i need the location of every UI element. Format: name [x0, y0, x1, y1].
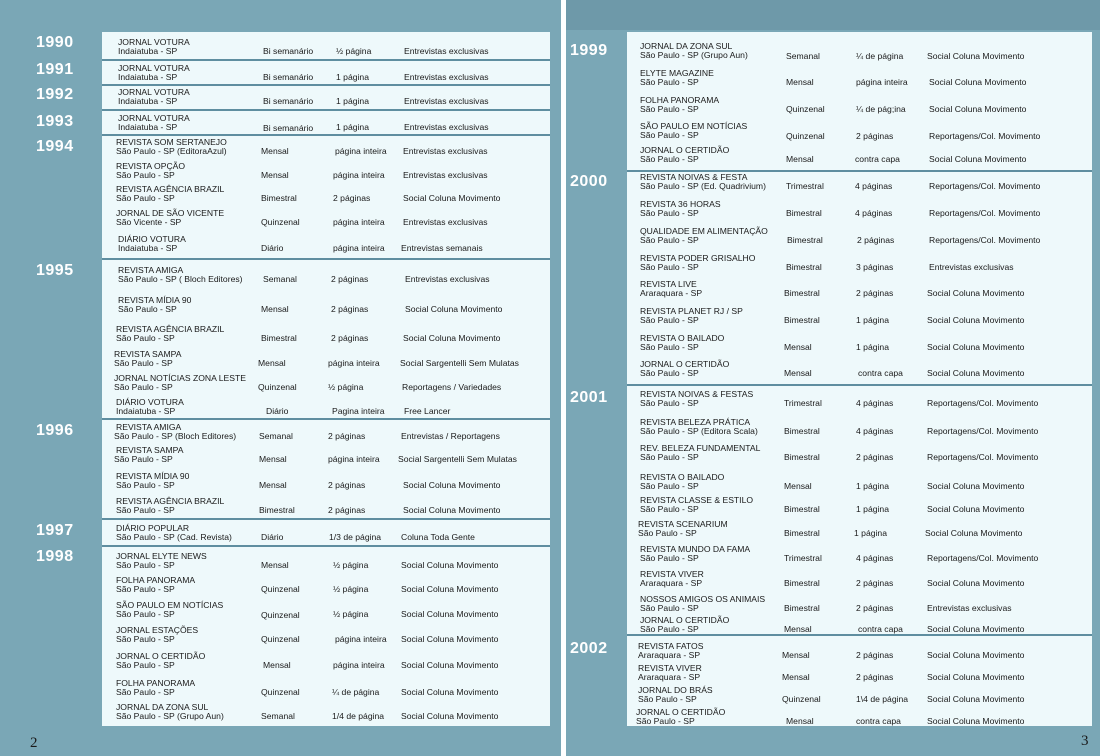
publication-location: São Paulo - SP: [640, 208, 699, 218]
publication-size: 1 página: [854, 528, 887, 538]
year-label: 2000: [570, 173, 608, 190]
publication-size: 2 páginas: [333, 193, 371, 203]
publication-frequency: Bimestral: [261, 333, 297, 343]
publication-name: JORNAL VOTURA: [118, 63, 190, 73]
publication-location: São Paulo - SP: [640, 603, 699, 613]
page-number: 3: [1081, 733, 1089, 749]
publication-location: São Paulo - SP: [640, 315, 699, 325]
year-label: 1999: [570, 42, 608, 59]
publication-section: Social Coluna Movimento: [927, 315, 1025, 325]
publication-section: Reportagens/Col. Movimento: [927, 398, 1039, 408]
publication-location: Indaiatuba - SP: [118, 122, 178, 132]
entries-panel: [102, 32, 550, 726]
publication-location: São Paulo - SP: [640, 77, 699, 87]
publication-frequency: Mensal: [261, 304, 289, 314]
publication-location: Indaiatuba - SP: [118, 96, 178, 106]
publication-size: 1/3 de página: [329, 532, 382, 542]
publication-name: JORNAL VOTURA: [118, 87, 190, 97]
publication-name: REVISTA MÍDIA 90: [116, 471, 190, 481]
publication-name: REVISTA SAMPA: [116, 445, 184, 455]
publication-location: São Paulo - SP: [640, 504, 699, 514]
publication-section: Social Coluna Movimento: [401, 609, 499, 619]
publication-size: 1 página: [856, 504, 889, 514]
publication-name: SÃO PAULO EM NOTÍCIAS: [640, 121, 748, 131]
publication-size: contra capa: [856, 716, 901, 726]
publication-frequency: Bi semanário: [263, 72, 314, 82]
publication-frequency: Trimestral: [784, 553, 822, 563]
publication-size: 2 páginas: [328, 431, 366, 441]
publication-name: REVISTA AGÊNCIA BRAZIL: [116, 184, 225, 194]
publication-size: contra capa: [855, 154, 900, 164]
publication-frequency: Mensal: [259, 454, 287, 464]
publication-name: REVISTA OPÇÃO: [116, 161, 186, 171]
year-divider: [102, 518, 550, 520]
publication-name: JORNAL VOTURA: [118, 37, 190, 47]
publication-section: Social Coluna Movimento: [927, 342, 1025, 352]
publication-section: Entrevistas semanais: [401, 243, 483, 253]
publication-frequency: Semanal: [259, 431, 293, 441]
publication-size: 2 páginas: [857, 235, 895, 245]
publication-size: 4 páginas: [856, 426, 894, 436]
publication-name: JORNAL DE SÃO VICENTE: [116, 208, 225, 218]
publication-location: São Paulo - SP (Grupo Aun): [640, 50, 748, 60]
publication-size: página inteira: [333, 170, 385, 180]
publication-name: REVISTA AMIGA: [116, 422, 182, 432]
publication-section: Entrevistas exclusivas: [404, 46, 489, 56]
publication-size: 3 páginas: [856, 262, 894, 272]
publication-frequency: Quinzenal: [261, 687, 300, 697]
publication-section: Social Coluna Movimento: [927, 288, 1025, 298]
publication-frequency: Quinzenal: [786, 131, 825, 141]
publication-size: página inteira: [856, 77, 908, 87]
publication-frequency: Mensal: [786, 154, 814, 164]
publication-location: São Paulo - SP: [114, 454, 173, 464]
publication-name: JORNAL DA ZONA SUL: [116, 702, 209, 712]
publication-name: JORNAL ESTAÇÕES: [116, 625, 199, 635]
publication-location: Araraquara - SP: [638, 650, 701, 660]
publication-name: REVISTA MUNDO DA FAMA: [640, 544, 751, 554]
publication-size: 1 página: [336, 96, 369, 106]
publication-size: 4 páginas: [855, 181, 893, 191]
publication-frequency: Bimestral: [784, 603, 820, 613]
publication-frequency: Mensal: [261, 560, 289, 570]
publication-section: Entrevistas exclusivas: [405, 274, 490, 284]
page-number: 2: [30, 735, 38, 751]
publication-name: REVISTA AGÊNCIA BRAZIL: [116, 496, 225, 506]
publication-frequency: Bimestral: [784, 315, 820, 325]
publication-frequency: Mensal: [259, 480, 287, 490]
publication-name: JORNAL O CERTIDÃO: [640, 359, 730, 369]
publication-location: São Paulo - SP ( Bloch Editores): [118, 274, 243, 284]
publication-name: REVISTA LIVE: [640, 279, 697, 289]
publication-name: QUALIDADE EM ALIMENTAÇÃO: [640, 226, 768, 236]
publication-location: São Paulo - SP: [640, 104, 699, 114]
right-page: [566, 0, 1100, 756]
publication-size: 2 páginas: [856, 452, 894, 462]
publication-name: REVISTA VIVER: [638, 663, 702, 673]
publication-name: ELYTE MAGAZINE: [640, 68, 714, 78]
publication-frequency: Bimestral: [784, 452, 820, 462]
publication-name: FOLHA PANORAMA: [116, 678, 196, 688]
publication-frequency: Bimestral: [784, 426, 820, 436]
publication-name: REVISTA 36 HORAS: [640, 199, 721, 209]
publication-location: Araraquara - SP: [638, 672, 701, 682]
publication-section: Social Coluna Movimento: [927, 481, 1025, 491]
publication-section: Social Coluna Movimento: [925, 528, 1023, 538]
publication-section: Social Coluna Movimento: [927, 650, 1025, 660]
publication-frequency: Quinzenal: [261, 610, 300, 620]
year-label: 1997: [36, 522, 74, 539]
year-divider: [102, 418, 550, 420]
publication-name: DIÁRIO VOTURA: [118, 234, 186, 244]
publication-size: Pagina inteira: [332, 406, 385, 416]
publication-section: Entrevistas exclusivas: [927, 603, 1012, 613]
publication-name: REV. BELEZA FUNDAMENTAL: [640, 443, 761, 453]
publication-location: São Paulo - SP: [640, 342, 699, 352]
publication-name: REVISTA PLANET RJ / SP: [640, 306, 743, 316]
publication-location: São Paulo - SP: [638, 528, 697, 538]
publication-size: ½ página: [333, 584, 369, 594]
publication-section: Social Coluna Movimento: [929, 77, 1027, 87]
publication-location: São Paulo - SP (Bloch Editores): [114, 431, 237, 441]
publication-section: Social Coluna Movimento: [401, 560, 499, 570]
publication-location: São Paulo - SP: [640, 481, 699, 491]
publication-section: Reportagens/Col. Movimento: [929, 235, 1041, 245]
year-label: 1991: [36, 61, 74, 78]
publication-section: Social Coluna Movimento: [401, 711, 499, 721]
publication-section: Social Coluna Movimento: [403, 480, 501, 490]
year-label: 1995: [36, 262, 74, 279]
publication-section: Social Coluna Movimento: [927, 504, 1025, 514]
publication-size: 2 páginas: [328, 480, 366, 490]
publication-name: JORNAL O CERTIDÃO: [640, 145, 730, 155]
publication-size: ¼ de página: [332, 687, 380, 697]
publication-location: São Paulo - SP: [640, 452, 699, 462]
year-divider: [102, 84, 550, 86]
publication-section: Reportagens/Col. Movimento: [929, 131, 1041, 141]
publication-name: REVISTA FATOS: [638, 641, 704, 651]
publication-location: São Paulo - SP: [114, 382, 173, 392]
publication-frequency: Mensal: [784, 368, 812, 378]
publication-location: São Paulo - SP (Grupo Aun): [116, 711, 224, 721]
publication-section: Entrevistas exclusivas: [929, 262, 1014, 272]
publication-location: Araraquara - SP: [640, 578, 703, 588]
publication-frequency: Semanal: [263, 274, 297, 284]
publication-section: Free Lancer: [404, 406, 451, 416]
publication-section: Social Coluna Movimento: [401, 687, 499, 697]
publication-section: Reportagens/Col. Movimento: [929, 208, 1041, 218]
publication-location: Araraquara - SP: [640, 288, 703, 298]
publication-frequency: Semanal: [261, 711, 295, 721]
publication-size: 1 página: [336, 122, 369, 132]
publication-location: São Paulo - SP: [116, 660, 175, 670]
year-label: 1993: [36, 113, 74, 130]
publication-frequency: Bimestral: [784, 288, 820, 298]
publication-name: REVISTA SAMPA: [114, 349, 182, 359]
publication-name: JORNAL O CERTIDÃO: [636, 707, 726, 717]
publication-size: página inteira: [335, 634, 387, 644]
publication-location: São Paulo - SP: [116, 634, 175, 644]
publication-location: Indaiatuba - SP: [118, 243, 178, 253]
publication-frequency: Bimestral: [784, 578, 820, 588]
publication-section: Social Coluna Movimento: [403, 193, 501, 203]
year-label: 1990: [36, 34, 74, 51]
publication-section: Social Coluna Movimento: [929, 104, 1027, 114]
publication-frequency: Mensal: [782, 672, 810, 682]
publication-location: São Paulo - SP: [116, 584, 175, 594]
publication-size: 2 páginas: [856, 131, 894, 141]
publication-location: São Paulo - SP: [116, 170, 175, 180]
publication-section: Social Sargentelli Sem Mulatas: [400, 358, 519, 368]
publication-frequency: Bimestral: [786, 208, 822, 218]
publication-size: ½ página: [328, 382, 364, 392]
publication-size: 1 página: [856, 342, 889, 352]
year-label: 2002: [570, 640, 608, 657]
publication-name: SÃO PAULO EM NOTÍCIAS: [116, 600, 224, 610]
top-band: [566, 0, 1100, 30]
publication-frequency: Bimestral: [784, 504, 820, 514]
publication-location: São Paulo - SP: [640, 624, 699, 634]
publication-frequency: Mensal: [784, 342, 812, 352]
publication-section: Social Coluna Movimento: [927, 578, 1025, 588]
publication-location: São Paulo - SP: [116, 333, 175, 343]
publication-section: Social Coluna Movimento: [927, 694, 1025, 704]
publication-name: DIÁRIO VOTURA: [116, 397, 184, 407]
publication-section: Social Coluna Movimento: [403, 333, 501, 343]
publication-size: 2 páginas: [856, 650, 894, 660]
publication-size: 1\4 de página: [856, 694, 909, 704]
publication-frequency: Bimestral: [259, 505, 295, 515]
publication-name: JORNAL VOTURA: [118, 113, 190, 123]
publication-frequency: Mensal: [261, 146, 289, 156]
publication-location: São Paulo - SP (Cad. Revista): [116, 532, 232, 542]
publication-section: Entrevistas exclusivas: [404, 72, 489, 82]
publication-section: Entrevistas exclusivas: [403, 170, 488, 180]
publication-frequency: Diário: [266, 406, 289, 416]
year-divider: [102, 134, 550, 136]
publication-location: São Vicente - SP: [116, 217, 182, 227]
publication-size: 1 página: [856, 315, 889, 325]
publication-frequency: Quinzenal: [261, 584, 300, 594]
publication-size: 1 página: [336, 72, 369, 82]
publication-size: página inteira: [328, 358, 380, 368]
year-divider: [102, 59, 550, 61]
year-label: 1992: [36, 86, 74, 103]
publication-name: REVISTA MÍDIA 90: [118, 295, 192, 305]
publication-frequency: Bimestral: [261, 193, 297, 203]
publication-frequency: Bimestral: [784, 528, 820, 538]
publication-name: JORNAL O CERTIDÃO: [640, 615, 730, 625]
publication-name: DIÁRIO POPULAR: [116, 523, 190, 533]
publication-name: REVISTA O BAILADO: [640, 333, 725, 343]
publication-size: 2 páginas: [331, 333, 369, 343]
publication-size: 2 páginas: [856, 578, 894, 588]
publication-location: Indaiatuba - SP: [118, 72, 178, 82]
publication-location: São Paulo - SP: [640, 368, 699, 378]
publication-frequency: Bimestral: [787, 235, 823, 245]
publication-name: REVISTA PODER GRISALHO: [640, 253, 756, 263]
publication-frequency: Bi semanário: [263, 46, 314, 56]
year-label: 1994: [36, 138, 74, 155]
publication-frequency: Mensal: [258, 358, 286, 368]
publication-name: REVISTA O BAILADO: [640, 472, 725, 482]
publication-section: Reportagens / Variedades: [402, 382, 502, 392]
publication-frequency: Quinzenal: [261, 634, 300, 644]
publication-size: página inteira: [333, 243, 385, 253]
entries-panel: [627, 32, 1092, 726]
publication-frequency: Mensal: [261, 170, 289, 180]
publication-name: REVISTA VIVER: [640, 569, 704, 579]
publication-name: REVISTA NOIVAS & FESTA: [640, 172, 748, 182]
publication-frequency: Bimestral: [786, 262, 822, 272]
publication-location: São Paulo - SP: [116, 560, 175, 570]
publication-frequency: Bi semanário: [263, 96, 314, 106]
publication-section: Social Coluna Movimento: [929, 154, 1027, 164]
publication-section: Reportagens/Col. Movimento: [927, 553, 1039, 563]
publication-name: FOLHA PANORAMA: [640, 95, 720, 105]
publication-size: ½ página: [333, 560, 369, 570]
publication-section: Entrevistas / Reportagens: [401, 431, 500, 441]
publication-frequency: Trimestral: [784, 398, 822, 408]
publication-location: São Paulo - SP: [640, 262, 699, 272]
publication-name: REVISTA SOM SERTANEJO: [116, 137, 227, 147]
publication-section: Entrevistas exclusivas: [403, 146, 488, 156]
publication-size: contra capa: [858, 624, 903, 634]
publication-section: Social Coluna Movimento: [401, 660, 499, 670]
publication-location: São Paulo - SP: [116, 193, 175, 203]
publication-name: REVISTA NOIVAS & FESTAS: [640, 389, 754, 399]
publication-location: São Paulo - SP: [640, 398, 699, 408]
publication-size: 4 páginas: [856, 398, 894, 408]
publication-name: REVISTA AMIGA: [118, 265, 184, 275]
publication-section: Social Coluna Movimento: [927, 624, 1025, 634]
publication-section: Social Coluna Movimento: [401, 584, 499, 594]
publication-size: ¼ de pág;ina: [856, 104, 906, 114]
publication-frequency: Mensal: [786, 716, 814, 726]
publication-name: REVISTA SCENARIUM: [638, 519, 728, 529]
publication-size: 1/4 de página: [332, 711, 385, 721]
publication-frequency: Bi semanário: [263, 123, 314, 133]
publication-section: Coluna Toda Gente: [401, 532, 475, 542]
publication-frequency: Mensal: [784, 481, 812, 491]
publication-section: Social Coluna Movimento: [927, 368, 1025, 378]
publication-section: Social Coluna Movimento: [401, 634, 499, 644]
publication-location: São Paulo - SP: [636, 716, 695, 726]
publication-location: São Paulo - SP: [116, 480, 175, 490]
publication-location: São Paulo - SP: [640, 130, 699, 140]
year-divider: [102, 545, 550, 547]
publication-section: Social Coluna Movimento: [927, 51, 1025, 61]
publication-size: 1 página: [856, 481, 889, 491]
publication-name: JORNAL DA ZONA SUL: [640, 41, 733, 51]
publication-location: São Paulo - SP: [638, 694, 697, 704]
year-label: 2001: [570, 389, 608, 406]
year-divider: [102, 258, 550, 260]
publication-name: JORNAL NOTÍCIAS ZONA LESTE: [114, 373, 246, 383]
publication-size: 2 páginas: [856, 672, 894, 682]
publication-frequency: Quinzenal: [786, 104, 825, 114]
publication-size: 4 páginas: [855, 208, 893, 218]
publication-frequency: Quinzenal: [261, 217, 300, 227]
publication-frequency: Mensal: [784, 624, 812, 634]
publication-frequency: Mensal: [786, 77, 814, 87]
year-divider: [102, 109, 550, 111]
publication-size: 4 páginas: [856, 553, 894, 563]
publication-name: REVISTA AGÊNCIA BRAZIL: [116, 324, 225, 334]
publication-size: página inteira: [333, 660, 385, 670]
publication-size: 2 páginas: [331, 304, 369, 314]
publication-size: 2 páginas: [328, 505, 366, 515]
publication-size: página inteira: [333, 217, 385, 227]
publication-frequency: Quinzenal: [258, 382, 297, 392]
publication-section: Social Coluna Movimento: [927, 716, 1025, 726]
publication-size: ¼ de página: [856, 51, 904, 61]
publication-section: Reportagens/Col. Movimento: [929, 181, 1041, 191]
publication-section: Social Coluna Movimento: [927, 672, 1025, 682]
publication-name: JORNAL DO BRÁS: [638, 685, 713, 695]
publication-location: São Paulo - SP (Editora Scala): [640, 426, 758, 436]
publication-location: São Paulo - SP (Ed. Quadrivium): [640, 181, 766, 191]
publication-section: Social Sargentelli Sem Mulatas: [398, 454, 517, 464]
publication-frequency: Semanal: [786, 51, 820, 61]
publication-name: NOSSOS AMIGOS OS ANIMAIS: [640, 594, 766, 604]
publication-size: ½ página: [333, 609, 369, 619]
publication-frequency: Mensal: [782, 650, 810, 660]
publication-section: Social Coluna Movimento: [405, 304, 503, 314]
year-label: 1998: [36, 548, 74, 565]
publication-name: REVISTA CLASSE & ESTILO: [640, 495, 754, 505]
publication-location: São Paulo - SP: [640, 235, 699, 245]
publication-section: Entrevistas exclusivas: [404, 122, 489, 132]
publication-section: Social Coluna Movimento: [403, 505, 501, 515]
publication-name: JORNAL O CERTIDÃO: [116, 651, 206, 661]
publication-location: São Paulo - SP: [640, 154, 699, 164]
publication-size: contra capa: [858, 368, 903, 378]
publication-location: Indaiatuba - SP: [118, 46, 178, 56]
publication-section: Entrevistas exclusivas: [403, 217, 488, 227]
publication-frequency: Diário: [261, 243, 284, 253]
publication-name: REVISTA BELEZA PRÁTICA: [640, 417, 751, 427]
publication-size: 2 páginas: [856, 288, 894, 298]
publication-frequency: Trimestral: [786, 181, 824, 191]
publication-section: Reportagens/Col. Movimento: [927, 452, 1039, 462]
publication-section: Reportagens/Col. Movimento: [927, 426, 1039, 436]
publication-location: São Paulo - SP: [116, 687, 175, 697]
publication-size: ½ página: [336, 46, 372, 56]
publication-size: página inteira: [335, 146, 387, 156]
publication-frequency: Quinzenal: [782, 694, 821, 704]
publication-size: página inteira: [328, 454, 380, 464]
publication-location: Indaiatuba - SP: [116, 406, 176, 416]
publication-size: 2 páginas: [331, 274, 369, 284]
publication-frequency: Diário: [261, 532, 284, 542]
publication-name: FOLHA PANORAMA: [116, 575, 196, 585]
publication-location: São Paulo - SP: [116, 505, 175, 515]
year-label: 1996: [36, 422, 74, 439]
publication-size: 2 páginas: [856, 603, 894, 613]
publication-section: Entrevistas exclusivas: [404, 96, 489, 106]
publication-location: São Paulo - SP (EditoraAzul): [116, 146, 227, 156]
publication-name: JORNAL ELYTE NEWS: [116, 551, 207, 561]
publication-location: São Paulo - SP: [114, 358, 173, 368]
publication-frequency: Mensal: [263, 660, 291, 670]
publication-location: São Paulo - SP: [118, 304, 177, 314]
publication-location: São Paulo - SP: [640, 553, 699, 563]
publication-location: São Paulo - SP: [116, 609, 175, 619]
year-divider: [627, 384, 1092, 386]
